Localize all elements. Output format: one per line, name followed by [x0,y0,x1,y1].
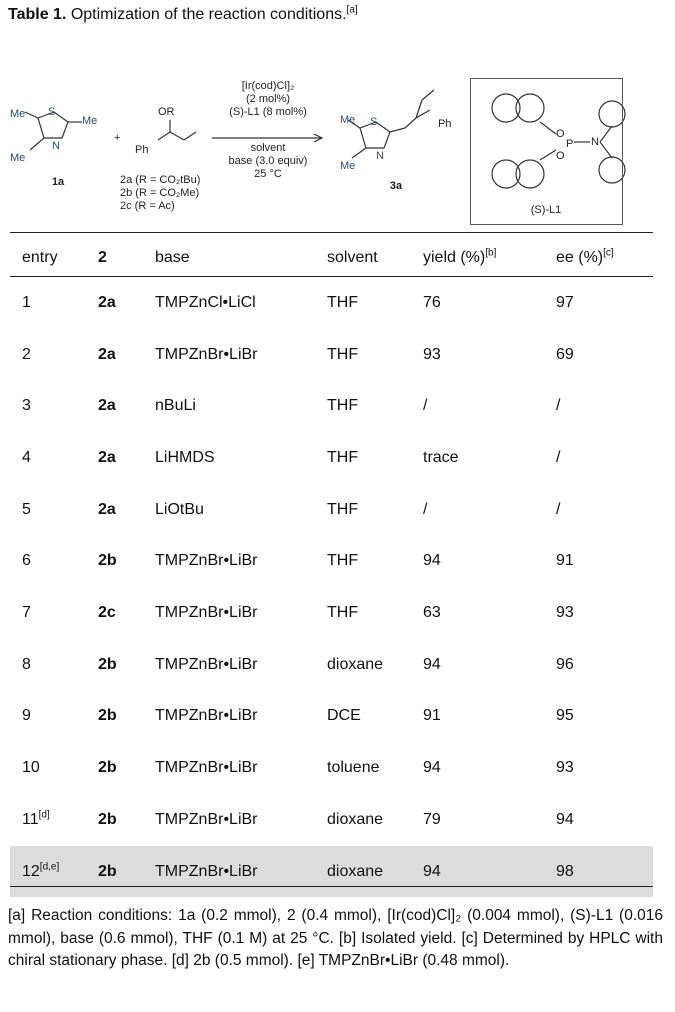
base-cell [155,552,258,570]
base-cell-text: TMPZnBr•LiBr [155,759,258,777]
condition-ligand: (S)-L1 (8 mol%) [229,106,307,118]
atom-o: O [556,128,565,140]
solvent-cell-text: dioxane [327,810,384,828]
yield-cell [423,346,441,364]
yield-cell [423,604,441,622]
atom-n: N [52,140,60,152]
table-row [10,846,653,898]
base-cell-text: TMPZnBr•LiBr [155,552,258,570]
header-ee-text: ee (%) [556,249,604,266]
ee-cell-text: 94 [556,810,574,828]
entry-cell [22,346,31,364]
atom-n: N [591,136,599,148]
ee-cell [556,397,560,415]
yield-cell-text: trace [423,448,459,466]
base-cell-text: TMPZnBr•LiBr [155,707,258,725]
atom-me: Me [340,114,356,126]
table-row [10,691,653,743]
substrate-cell-text: 2b [98,862,117,880]
yield-cell [423,759,441,777]
solvent-cell [327,449,358,467]
header-solvent: solvent [327,249,378,266]
table-row [10,484,653,536]
header-yield-text: yield (%) [423,249,486,266]
entry-cell-text: 1 [22,293,31,311]
entry-cell-text: 12 [22,862,40,880]
reaction-scheme [0,70,675,230]
yield-cell-text: 94 [423,655,441,673]
solvent-cell [327,811,383,829]
ee-cell-text: 91 [556,552,574,570]
table-row [10,794,653,846]
substrate-cell-text: 2c [98,604,116,622]
atom-n: N [376,150,384,162]
substrate-cell-text: 2b [98,707,117,725]
entry-cell-text: 4 [22,448,31,466]
table-row [10,742,653,794]
entry-cell [22,501,31,519]
solvent-cell-text: THF [327,397,359,415]
entry-cell [22,604,31,622]
entry-cell-text: 2 [22,345,31,363]
header-base: base [155,249,190,266]
substrate-cell [98,346,116,364]
yield-cell-text: 93 [423,345,441,363]
entry-footnote-mark: [d] [38,809,50,821]
base-cell-text: LiHMDS [155,448,215,466]
solvent-cell [327,707,361,725]
atom-s: S [370,116,378,128]
solvent-cell [327,604,358,622]
atom-o: O [556,150,565,162]
solvent-cell-text: toluene [327,759,380,777]
entry-cell [22,863,59,881]
ligand-label: (S)-L1 [530,204,562,216]
entry-cell-text: 3 [22,397,31,415]
ee-cell [556,552,574,570]
solvent-cell-text: THF [327,500,359,518]
substrate-cell [98,449,116,467]
yield-cell [423,863,441,881]
reactant2-or: OR [158,106,175,118]
ee-cell [556,501,560,519]
base-cell-text: TMPZnBr•LiBr [155,655,258,673]
yield-cell [423,811,441,829]
substrate-cell [98,759,117,777]
ee-cell-text: / [556,500,561,518]
ee-cell-text: 93 [556,604,574,622]
table-row [10,639,653,691]
yield-cell-text: 91 [423,707,441,725]
condition-loading: (2 mol%) [245,93,291,105]
solvent-cell [327,552,358,570]
substrate-cell-text: 2b [98,759,117,777]
table-row [10,587,653,639]
ee-cell-text: 97 [556,293,574,311]
entry-cell [22,707,31,725]
substrate-cell-text: 2b [98,655,117,673]
entry-cell-text: 10 [22,759,40,777]
ee-cell [556,811,574,829]
caption-label: Table 1. [8,6,67,23]
substrate-cell [98,604,116,622]
substrate-cell [98,294,116,312]
reactant2-ph: Ph [135,144,149,156]
base-cell [155,604,258,622]
base-cell-text: TMPZnBr•LiBr [155,604,258,622]
base-cell-text: TMPZnCl•LiCl [155,293,256,311]
product-label: 3a [389,180,403,192]
base-cell-text: nBuLi [155,397,196,415]
base-cell-text: LiOtBu [155,500,204,518]
condition-base: base (3.0 equiv) [228,155,308,167]
caption-footnote-mark: [a] [346,4,358,16]
ee-cell [556,604,574,622]
entry-cell-text: 6 [22,552,31,570]
ee-cell [556,449,560,467]
ee-cell-text: 93 [556,759,574,777]
solvent-cell-text: THF [327,552,359,570]
ee-cell [556,294,574,312]
table-row [10,380,653,432]
base-cell-text: TMPZnBr•LiBr [155,862,258,880]
ee-cell-text: 69 [556,345,574,363]
ee-cell-text: 98 [556,862,574,880]
yield-cell-text: 94 [423,552,441,570]
solvent-cell [327,863,383,881]
substrate-cell [98,397,116,415]
ee-cell-text: 96 [556,655,574,673]
entry-cell-text: 11 [22,810,39,828]
base-cell [155,759,258,777]
yield-cell [423,449,459,467]
base-cell [155,811,258,829]
r-group-line-1: 2a (R = CO₂tBu) [120,174,201,186]
substrate-cell-text: 2a [98,397,116,415]
solvent-cell-text: DCE [327,707,361,725]
entry-cell [22,656,31,674]
entry-cell [22,294,31,312]
substrate-cell-text: 2a [98,448,116,466]
ee-cell [556,707,574,725]
yield-cell-text: / [423,397,428,415]
substrate-cell-text: 2a [98,345,116,363]
substrate-cell-text: 2b [98,552,117,570]
entry-cell [22,759,40,777]
ee-cell [556,656,574,674]
solvent-cell-text: THF [327,448,359,466]
header-ee [556,249,614,267]
atom-me: Me [82,115,98,127]
product-ph: Ph [438,118,452,130]
solvent-cell-text: dioxane [327,862,384,880]
header-ee-footnote: [c] [603,247,614,259]
solvent-cell-text: THF [327,604,359,622]
ee-cell [556,346,574,364]
atom-p: P [566,138,574,150]
yield-cell-text: 94 [423,759,441,777]
reactant1-label: 1a [51,176,65,188]
entry-cell-text: 9 [22,707,31,725]
yield-cell [423,552,441,570]
condition-solvent: solvent [250,142,286,154]
r-group-line-2: 2b (R = CO₂Me) [120,187,200,199]
condition-temperature: 25 °C [254,168,282,180]
table-row [10,329,653,381]
plus-sign: + [114,132,121,144]
entry-cell [22,397,31,415]
solvent-cell-text: THF [327,345,359,363]
solvent-cell [327,656,383,674]
base-cell [155,863,258,881]
solvent-cell-text: dioxane [327,655,384,673]
base-cell [155,656,258,674]
yield-cell [423,397,427,415]
substrate-cell [98,811,117,829]
yield-cell-text: 76 [423,293,441,311]
substrate-cell [98,863,117,881]
entry-cell [22,552,31,570]
yield-cell [423,707,441,725]
ligand-structure-box [470,78,623,225]
atom-me: Me [10,152,26,164]
substrate-cell [98,552,117,570]
base-cell [155,346,258,364]
entry-cell [22,811,50,829]
substrate-cell [98,501,116,519]
yield-cell-text: / [423,500,428,518]
yield-cell-text: 79 [423,810,441,828]
base-cell [155,449,215,467]
header-substrate: 2 [98,249,107,266]
entry-cell-text: 7 [22,604,31,622]
ee-cell-text: / [556,397,561,415]
table-row [10,536,653,588]
solvent-cell-text: THF [327,293,359,311]
yield-cell [423,656,441,674]
yield-cell-text: 63 [423,604,441,622]
entry-cell [22,449,31,467]
ee-cell-text: / [556,448,561,466]
table-caption [8,6,358,24]
base-cell [155,707,258,725]
substrate-cell-text: 2a [98,293,116,311]
condition-catalyst: [Ir(cod)Cl]₂ [241,80,295,92]
ee-cell-text: 95 [556,707,574,725]
yield-cell [423,294,441,312]
solvent-cell [327,759,380,777]
substrate-cell-text: 2a [98,500,116,518]
entry-cell-text: 8 [22,655,31,673]
base-cell [155,501,204,519]
substrate-cell-text: 2b [98,810,117,828]
yield-cell [423,501,427,519]
ee-cell [556,863,574,881]
entry-footnote-mark: [d,e] [39,861,60,873]
atom-me: Me [10,108,26,120]
base-cell [155,397,196,415]
yield-cell-text: 94 [423,862,441,880]
caption-text: Optimization of the reaction conditions. [66,6,347,23]
base-cell [155,294,256,312]
r-group-line-3: 2c (R = Ac) [120,200,175,212]
header-yield [423,249,496,267]
base-cell-text: TMPZnBr•LiBr [155,345,258,363]
atom-me: Me [340,160,356,172]
solvent-cell [327,501,358,519]
substrate-cell [98,656,117,674]
atom-s: S [48,106,56,118]
solvent-cell [327,346,358,364]
ee-cell [556,759,574,777]
entry-cell-text: 5 [22,500,31,518]
table-row [10,277,653,329]
table-row [10,432,653,484]
header-yield-footnote: [b] [485,247,497,259]
solvent-cell [327,397,358,415]
solvent-cell [327,294,358,312]
base-cell-text: TMPZnBr•LiBr [155,810,258,828]
table-footnotes: [a] Reaction conditions: 1a (0.2 mmol), 2 (0.4 mmol), [Ir(cod)Cl]₂ (0.004 mmol), (S)-L1 (0.016 mmol), base (0.6 mmol), THF (0.1 M) at 25 °C. [b] Isolated yield. [c] Determined by HPLC with chiral stationary phase. [d] 2b (0.5 mmol). [e] TMPZnBr•LiBr (0.48 mmol). [8,907,663,969]
header-entry: entry [22,249,58,266]
substrate-cell [98,707,117,725]
